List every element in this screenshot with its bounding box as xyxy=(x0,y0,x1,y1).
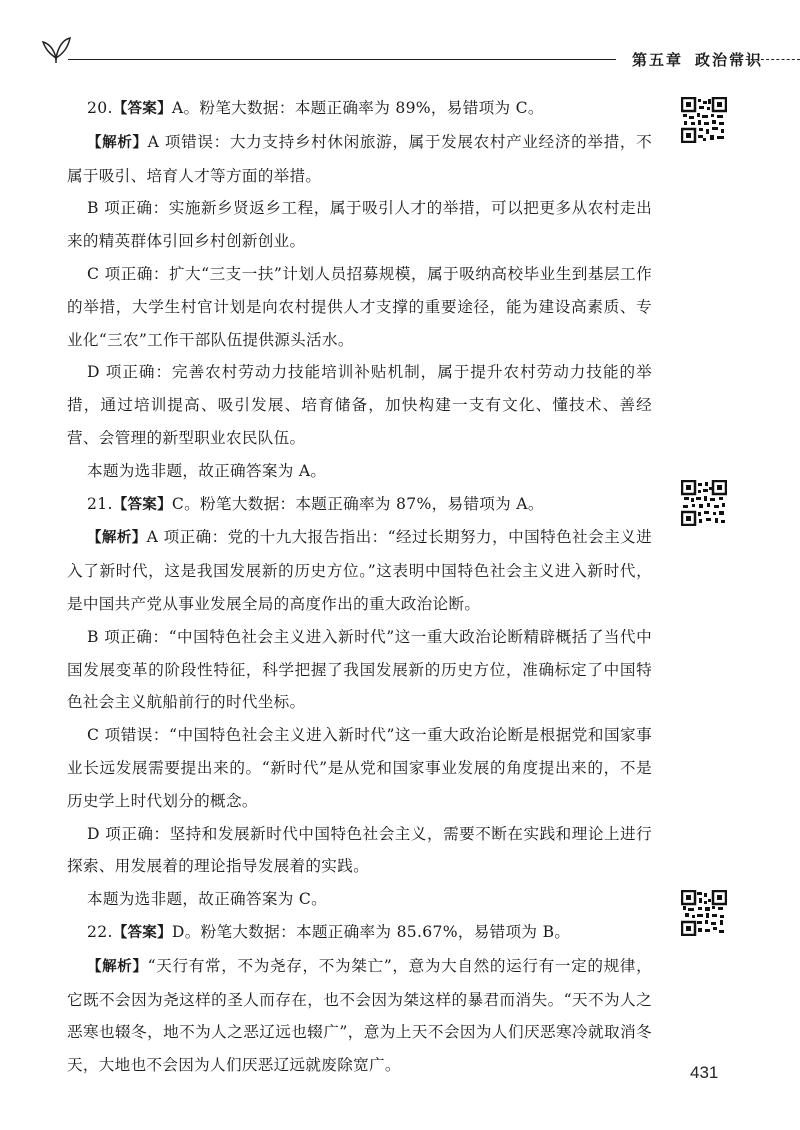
analysis-paragraph xyxy=(67,521,652,620)
analysis-paragraph: D 项正确：完善农村劳动力技能培训补贴机制，属于提升农村劳动力技能的举措，通过培训提高、吸引发展、培育储备，加快构建一支有文化、懂技术、善经营、会管理的新型职业农民队伍。 xyxy=(67,363,652,447)
analysis-paragraph: B 项正确：实施新乡贤返乡工程，属于吸引人才的举措，可以把更多从农村走出来的精英群体引回乡村创新创业。 xyxy=(67,199,652,251)
analysis-text: A 项正确：党的十九大报告指出：“经过长期努力，中国特色社会主义进入了新时代，这是我国发展新的历史方位。”这表明中国特色社会主义进入新时代，是中国共产党从事业发展全局的高度作出的重大政治论断。 xyxy=(67,528,653,613)
analysis-paragraph: B 项正确：“中国特色社会主义进入新时代”这一重大政治论断精辟概括了当代中国发展变革的阶段性特征，科学把握了我国发展新的历史方位，准确标定了中国特色社会主义航船前行的时代坐标。 xyxy=(67,627,652,712)
question-20 xyxy=(67,92,652,488)
analysis-text: “天行有常，不为尧存，不为桀亡”，意为大自然的运行有一定的规律，它既不会因为尧这样的圣人而存在，也不会因为桀这样的暴君而消失。“天不为人之恶寒也辍冬，地不为人之恶辽远也辍广”，意为上天不会因为人们厌恶寒冷就取消冬天，大地也不会因为人们厌恶辽远就废除宽广。 xyxy=(67,956,652,1075)
page-content xyxy=(67,92,653,1082)
conclusion-line: 本题为选非题，故正确答案为 A。 xyxy=(87,461,327,480)
answer-text: C。粉笔大数据：本题正确率为 87%，易错项为 A。 xyxy=(171,494,544,513)
analysis-d xyxy=(67,818,652,884)
section-label: 政治常识 xyxy=(695,51,764,69)
analysis-d xyxy=(67,356,652,454)
analysis-paragraph xyxy=(67,126,652,193)
answer-tag: 【答案】 xyxy=(112,101,172,117)
analysis-paragraph: D 项正确：坚持和发展新时代中国特色社会主义，需要不断在实践和理论上进行探索、用发展着的理论指导发展着的实践。 xyxy=(67,824,652,876)
answer-text: A。粉笔大数据：本题正确率为 89%，易错项为 C。 xyxy=(171,99,544,117)
analysis-paragraph: C 项错误：“中国特色社会主义进入新时代”这一重大政治论断是根据党和国家事业长远发展需要提出来的。“新时代”是从党和国家事业发展的角度提出来的，不是历史学上时代划分的概念。 xyxy=(67,726,652,810)
analysis-tag: 【解析】 xyxy=(87,530,147,547)
analysis-paragraph: C 项正确：扩大“三支一扶”计划人员招募规模，属于吸纳高校毕业生到基层工作的举措，大学生村官计划是向农村提供人才支撑的重要途径，能为建设高素质、专业化“三农”工作干部队伍提供源头活水。 xyxy=(67,264,652,349)
chapter-label: 第五章 xyxy=(632,51,684,69)
page-number: 431 xyxy=(690,1063,719,1082)
answer-text: D。粉笔大数据：本题正确率为 85.67%，易错项为 B。 xyxy=(171,922,571,941)
answer-tag: 【答案】 xyxy=(112,924,172,941)
analysis-tag: 【解析】 xyxy=(87,134,148,151)
answer-line xyxy=(87,92,652,126)
header-rule xyxy=(68,59,616,60)
analysis-c xyxy=(67,719,652,817)
question-21 xyxy=(67,488,653,916)
analysis-c xyxy=(67,258,652,356)
analysis-paragraph xyxy=(67,950,652,1082)
answer-tag: 【答案】 xyxy=(112,496,172,513)
analysis-b xyxy=(67,621,652,719)
header-dashed-rule xyxy=(730,59,800,60)
analysis-a xyxy=(67,521,652,620)
answer-line xyxy=(87,488,652,522)
qr-code-icon[interactable] xyxy=(681,97,727,143)
analysis-text: A 项错误：大力支持乡村休闲旅游，属于发展农村产业经济的举措，不属于吸引、培育人才等方面的举措。 xyxy=(67,132,652,185)
question-number: 21. xyxy=(87,494,113,513)
conclusion-line: 本题为选非题，故正确答案为 C。 xyxy=(87,890,328,909)
analysis-b xyxy=(67,192,652,258)
analysis-a xyxy=(67,126,652,193)
question-number: 22. xyxy=(87,922,113,941)
qr-code-icon[interactable] xyxy=(681,890,727,936)
question-22 xyxy=(67,916,652,1082)
question-number: 20. xyxy=(87,99,113,117)
analysis-tag: 【解析】 xyxy=(87,958,148,975)
page-header xyxy=(40,30,800,80)
analysis-main xyxy=(67,950,652,1082)
answer-line xyxy=(87,916,652,950)
qr-code-icon[interactable] xyxy=(681,480,727,526)
